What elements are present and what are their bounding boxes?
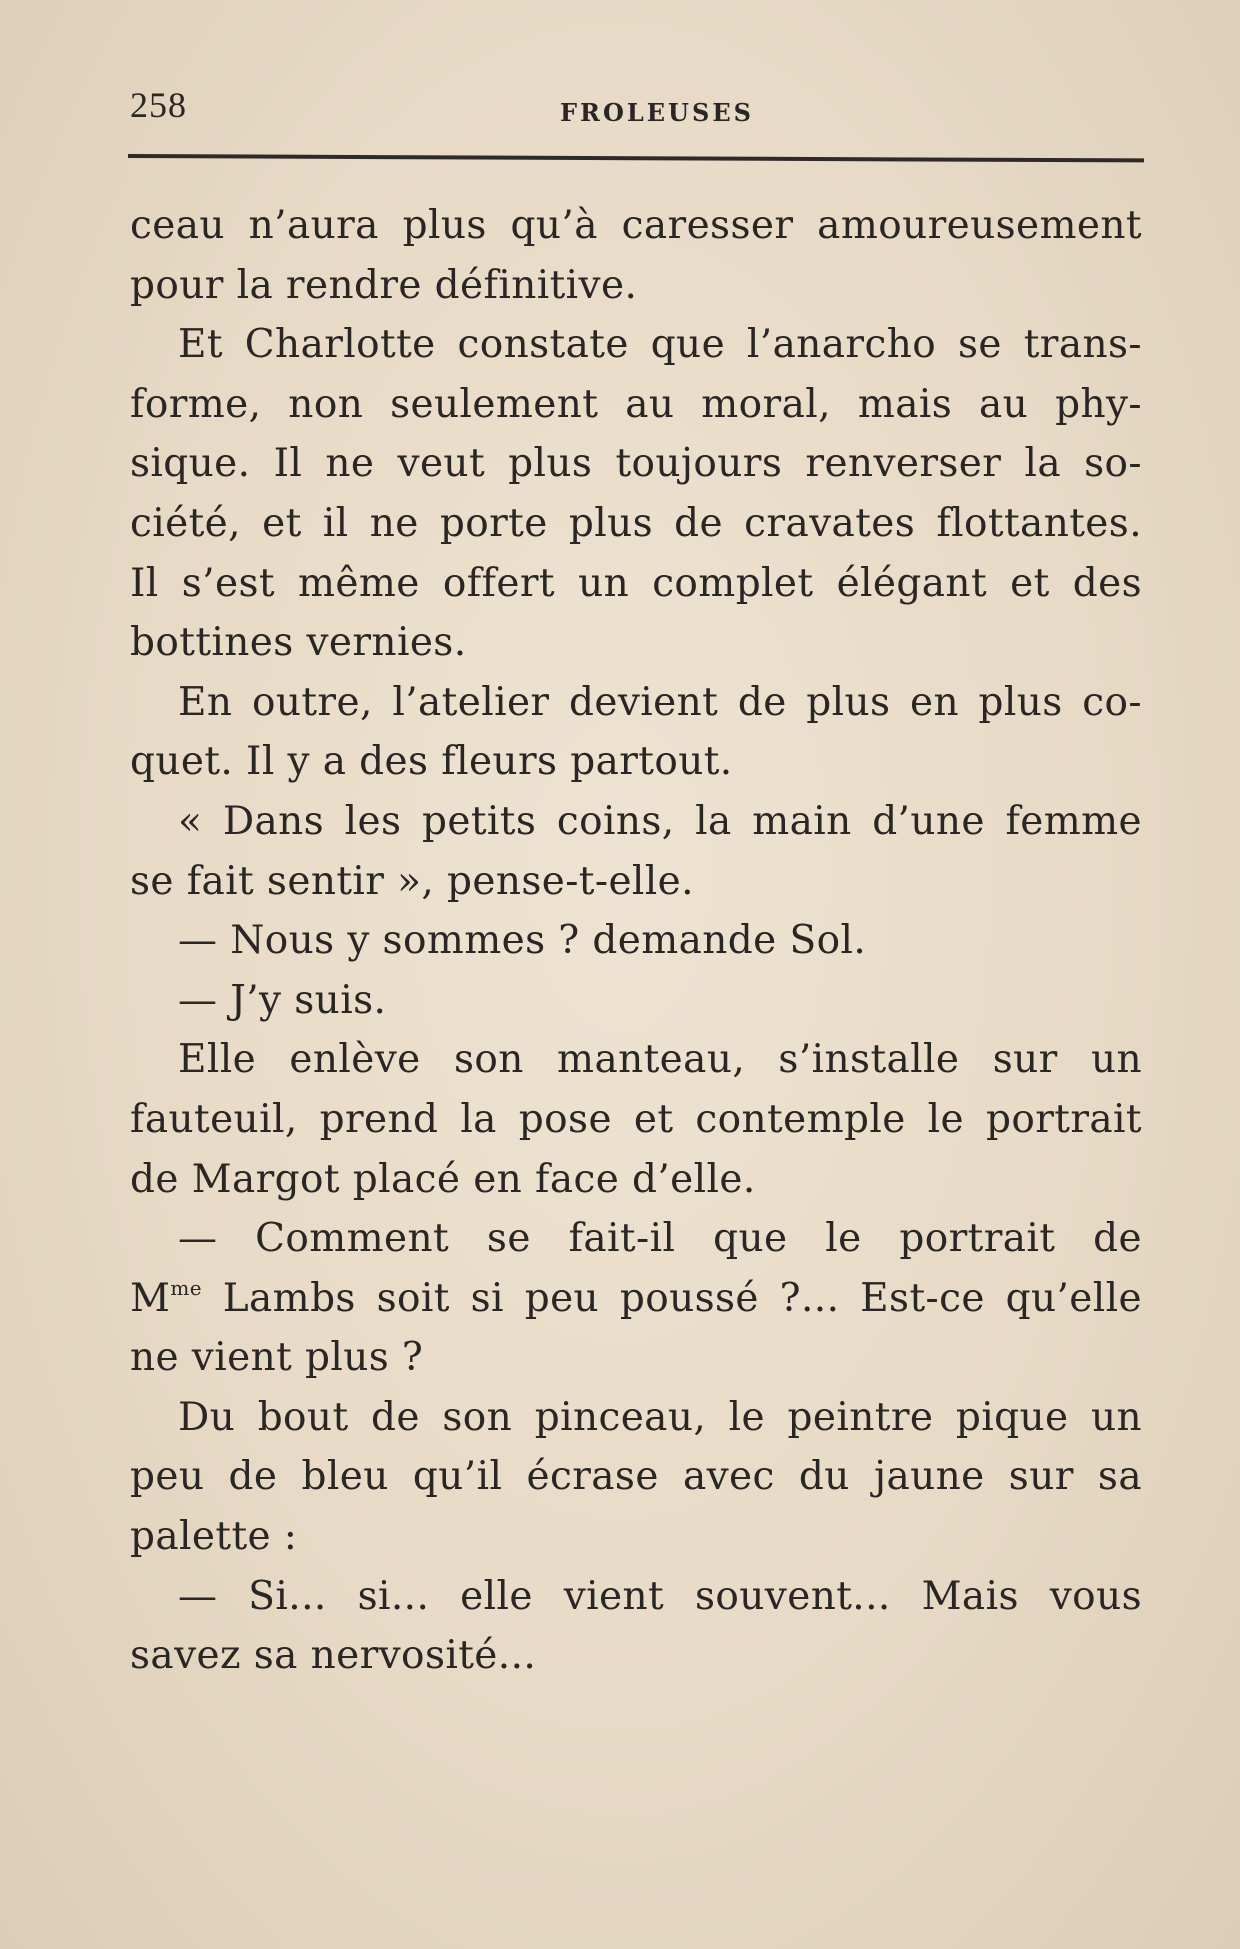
text-line: ciété, et il ne porte plus de cravates flottantes. [130,500,1142,546]
text-line-with-abbrev [130,1269,1142,1329]
dialogue-line: — Comment se fait-il que le portrait de [178,1216,1142,1262]
text-line: « Dans les petits coins, la main d’une femme [178,798,1142,844]
running-head [130,84,1144,134]
dialogue-line: — Nous y sommes ? demande Sol. [178,918,867,964]
text-line: ceau n’aura plus qu’à caresser amoureusement [130,203,1142,248]
text-line: pour la rendre définitive. [130,262,638,308]
abbrev-m: M [130,1275,171,1321]
text-line: bottines vernies. [130,620,467,666]
text-line: de Margot placé en face d’elle. [130,1156,756,1202]
text-line: se fait sentir », pense-t-elle. [130,858,694,904]
text-line: Il s’est même offert un complet élégant et des [130,560,1142,606]
text-line: peu de bleu qu’il écrase avec du jaune sur sa [130,1454,1142,1500]
text-line: forme, non seulement au moral, mais au phy- [130,381,1142,427]
text-line: palette : [130,1514,298,1560]
text-line: ne vient plus ? [130,1335,424,1381]
text-line: fauteuil, prend la pose et contemple le portrait [130,1096,1142,1142]
text-line: Du bout de son pinceau, le peintre pique un [178,1394,1142,1440]
header-rule [128,154,1144,162]
text-line: Et Charlotte constate que l’anarcho se trans- [178,322,1142,368]
text-line: Lambs soit si peu poussé ?... Est-ce qu’elle [222,1275,1142,1321]
text-line: sique. Il ne veut plus toujours renverser la so- [130,441,1142,487]
dialogue-line: — J’y suis. [178,977,387,1023]
abbrev-superscript: me [170,1275,202,1300]
text-line: En outre, l’atelier devient de plus en plus co- [178,679,1142,725]
body-text [130,196,1142,1686]
dialogue-line: — Si... si... elle vient souvent... Mais vous [178,1573,1142,1619]
text-line: quet. Il y a des fleurs partout. [130,739,733,785]
running-title: FROLEUSES [560,98,754,127]
text-line: savez sa nervosité... [130,1633,537,1679]
page-number: 258 [130,85,187,125]
text-line: Elle enlève son manteau, s’installe sur un [178,1037,1142,1083]
